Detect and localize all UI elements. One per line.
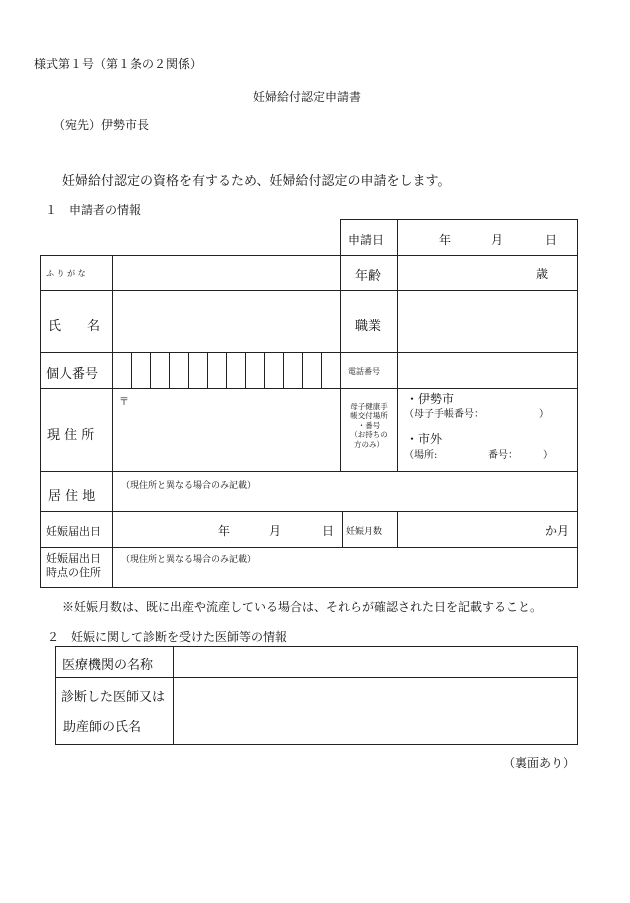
- occupation-label: 職業: [355, 319, 382, 334]
- age-unit: 歳: [536, 267, 549, 281]
- report-address-note: （現住所と異なる場合のみ記載）: [121, 555, 257, 565]
- continued-note: （裏面あり）: [503, 756, 576, 770]
- form-number: 様式第１号（第１条の２関係）: [34, 57, 203, 71]
- application-month-unit: 月: [491, 233, 504, 247]
- addressee: （宛先）伊勢市長: [53, 118, 150, 132]
- furigana-input[interactable]: [113, 256, 339, 289]
- section2-heading: ２ 妊娠に関して診断を受けた医師等の情報: [47, 630, 288, 644]
- phone-label: 電話番号: [348, 367, 380, 376]
- pregnancy-months-label: 妊娠月数: [346, 527, 383, 537]
- doctor-label-line2: 助産師の氏名: [63, 720, 142, 735]
- furigana-label: ふ り が な: [46, 269, 86, 278]
- occupation-input[interactable]: [398, 291, 576, 351]
- address-input[interactable]: [113, 389, 339, 470]
- age-label: 年齢: [355, 269, 382, 284]
- outside-city-option: ・市外: [406, 432, 443, 446]
- individual-number-label: 個人番号: [46, 367, 99, 382]
- postal-mark: 〒: [119, 397, 129, 408]
- address-label: 現 住 所: [47, 428, 95, 443]
- residence-note: （現住所と異なる場合のみ記載）: [121, 481, 257, 491]
- residence-label: 居 住 地: [48, 489, 96, 504]
- name-input[interactable]: [113, 291, 339, 351]
- outside-place: （場所:: [404, 450, 438, 461]
- months-unit: か月: [545, 524, 570, 538]
- pregnancy-months-input[interactable]: [398, 512, 538, 546]
- pregnancy-report-date-label: 妊娠届出日: [46, 525, 101, 538]
- doctor-label-line1: 診断した医師又は: [61, 690, 166, 705]
- application-date-label: 申請日: [348, 233, 385, 247]
- age-input[interactable]: [398, 256, 528, 289]
- handbook-label: 母子健康手 帳交付場所 ・番号 （お持ちの 方のみ）: [350, 402, 388, 449]
- name-label: 氏 名: [48, 319, 101, 334]
- residence-input[interactable]: [113, 472, 576, 510]
- application-year-unit: 年: [439, 233, 452, 247]
- individual-number-input[interactable]: [113, 353, 339, 388]
- report-address-label: 妊娠届出日 時点の住所: [46, 552, 101, 579]
- report-day-unit: 日: [322, 524, 335, 538]
- ise-handbook-number: （母子手帳番号： ）: [404, 409, 549, 420]
- document-title: 妊婦給付認定申請書: [253, 90, 362, 104]
- application-day-unit: 日: [545, 233, 558, 247]
- institution-input[interactable]: [174, 647, 576, 676]
- ise-city-option: ・伊勢市: [406, 392, 455, 406]
- outside-number: 番号： ）: [488, 450, 553, 461]
- institution-label: 医療機関の名称: [62, 658, 154, 673]
- report-address-input[interactable]: [113, 548, 576, 586]
- doctor-name-input[interactable]: [174, 678, 576, 743]
- footnote: ※妊娠月数は、既に出産や流産している場合は、それらが確認された日を記載すること。: [62, 600, 543, 614]
- phone-input[interactable]: [398, 353, 576, 388]
- report-year-unit: 年: [218, 524, 231, 538]
- section1-heading: １ 申請者の情報: [45, 203, 142, 217]
- report-month-unit: 月: [269, 524, 282, 538]
- intro-statement: 妊婦給付認定の資格を有するため、妊婦給付認定の申請をします。: [62, 174, 451, 189]
